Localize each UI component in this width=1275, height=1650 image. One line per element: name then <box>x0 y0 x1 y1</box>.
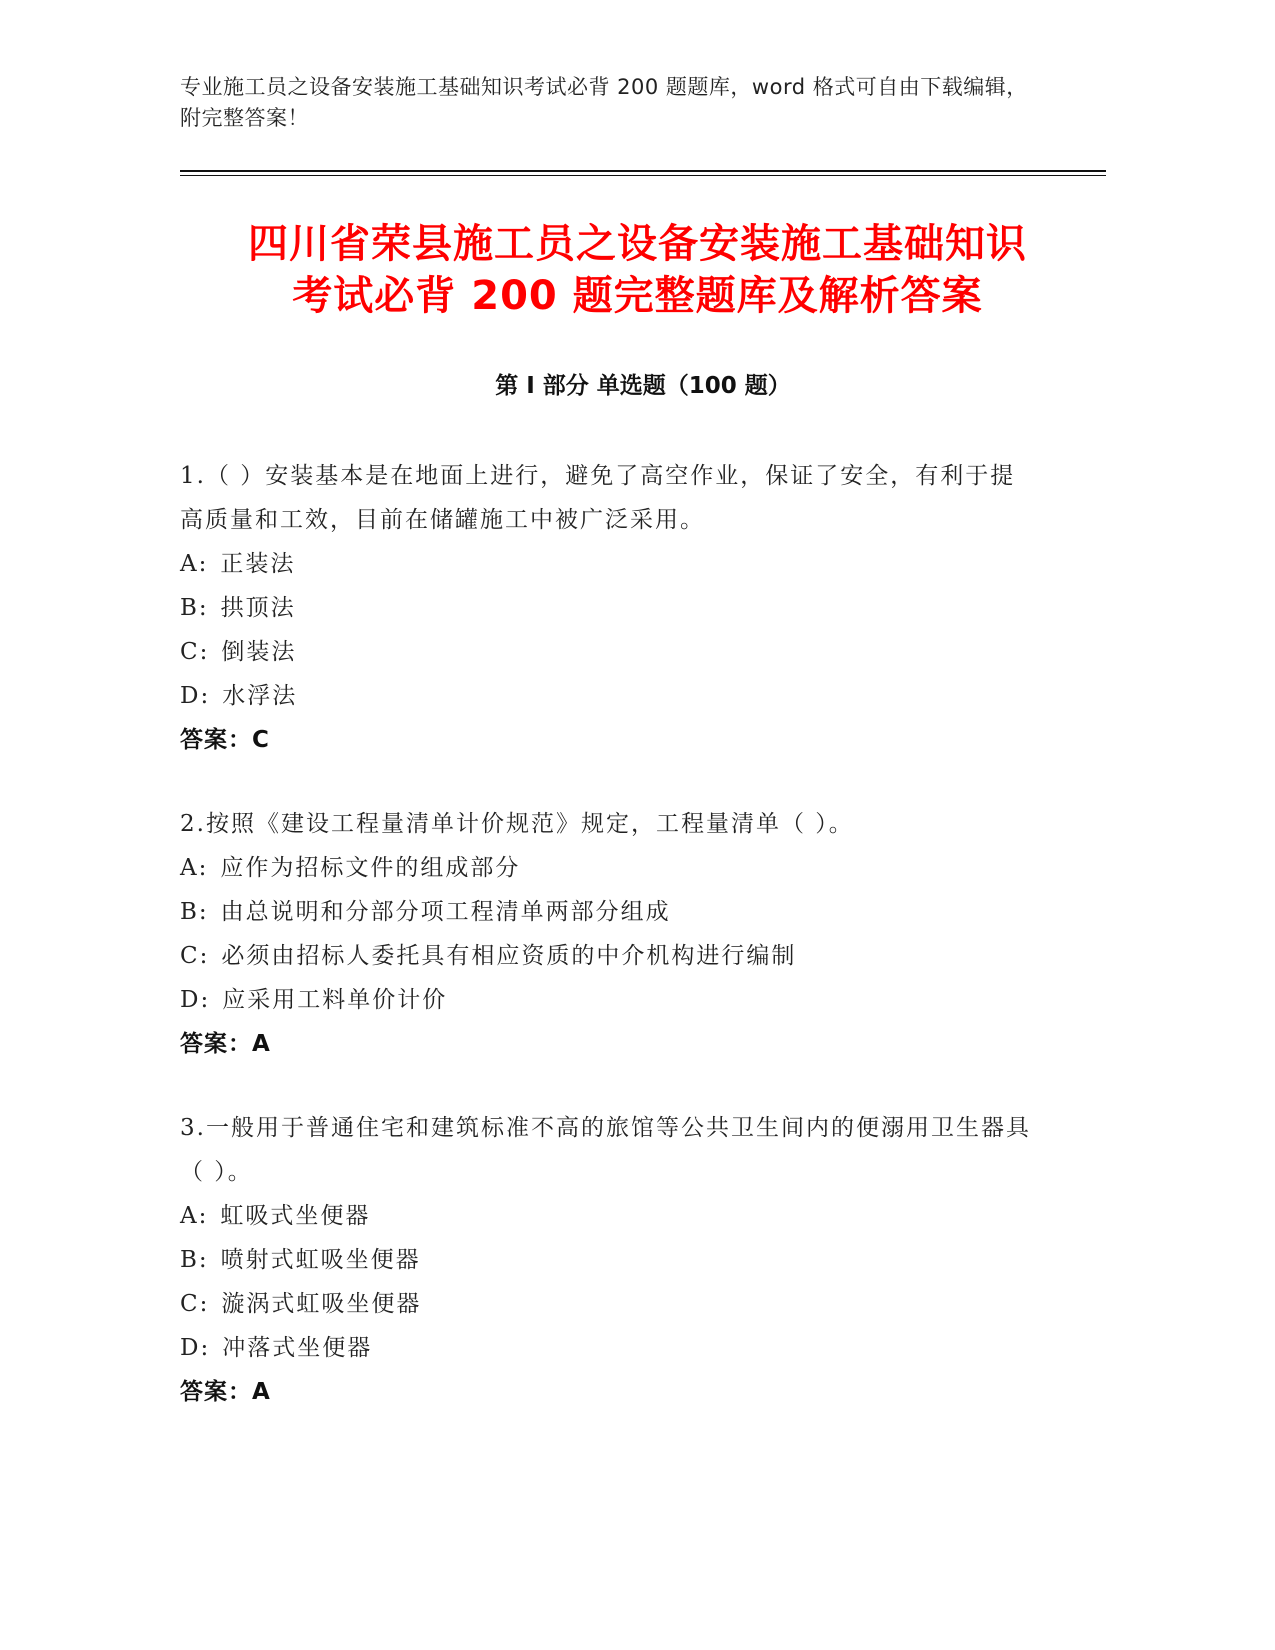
question-stem: 3.一般用于普通住宅和建筑标准不高的旅馆等公共卫生间内的便溺用卫生器具（ ）。 <box>180 1115 1031 1185</box>
document-title <box>140 218 1135 322</box>
question-stem: 1.（ ）安装基本是在地面上进行，避免了高空作业，保证了安全，有利于提高质量和工效，目前在储罐施工中被广泛采用。 <box>180 463 1016 533</box>
answer-label: 答案：C <box>180 727 270 753</box>
question-stem: 2.按照《建设工程量清单计价规范》规定，工程量清单（ ）。 <box>180 811 854 837</box>
answer-label: 答案：A <box>180 1379 271 1405</box>
option-c <box>180 934 1040 978</box>
option-letter: B: <box>180 899 209 925</box>
option-letter: B: <box>180 595 209 621</box>
option-text: 拱顶法 <box>220 595 296 621</box>
question-1 <box>180 454 1040 762</box>
option-letter: A: <box>180 855 209 881</box>
option-a <box>180 846 1040 890</box>
option-letter: C: <box>180 1291 210 1317</box>
option-letter: B: <box>180 1247 209 1273</box>
option-d <box>180 674 1040 718</box>
option-a <box>180 542 1040 586</box>
option-b <box>180 890 1040 934</box>
option-d <box>180 978 1040 1022</box>
option-text: 必须由招标人委托具有相应资质的中介机构进行编制 <box>221 943 797 969</box>
option-letter: A: <box>180 1203 209 1229</box>
option-text: 喷射式虹吸坐便器 <box>220 1247 421 1273</box>
option-letter: D: <box>180 1335 211 1361</box>
option-text: 正装法 <box>220 551 296 577</box>
option-letter: C: <box>180 943 210 969</box>
document-title-line-1: 四川省荣县施工员之设备安装施工基础知识 <box>248 221 1027 267</box>
section-heading: 第 I 部分 单选题（100 题） <box>495 373 791 399</box>
question-3 <box>180 1106 1040 1414</box>
option-letter: C: <box>180 639 210 665</box>
option-text: 冲落式坐便器 <box>222 1335 373 1361</box>
header-rule-thick <box>180 170 1106 172</box>
option-text: 由总说明和分部分项工程清单两部分组成 <box>220 899 671 925</box>
option-text: 虹吸式坐便器 <box>220 1203 371 1229</box>
option-letter: D: <box>180 683 211 709</box>
option-c <box>180 1282 1040 1326</box>
option-letter: A: <box>180 551 209 577</box>
header-note: 专业施工员之设备安装施工基础知识考试必背 200 题题库，word 格式可自由下载编辑，附完整答案！ <box>180 75 1028 130</box>
option-b <box>180 586 1040 630</box>
option-text: 应采用工料单价计价 <box>222 987 448 1013</box>
document-title-line-2: 考试必背 200 题完整题库及解析答案 <box>292 273 983 319</box>
header-rule-thin <box>180 175 1106 176</box>
option-text: 应作为招标文件的组成部分 <box>220 855 521 881</box>
option-letter: D: <box>180 987 211 1013</box>
question-2 <box>180 802 1040 1066</box>
option-c <box>180 630 1040 674</box>
option-text: 漩涡式虹吸坐便器 <box>221 1291 422 1317</box>
option-text: 水浮法 <box>222 683 298 709</box>
answer-label: 答案：A <box>180 1031 271 1057</box>
option-text: 倒装法 <box>221 639 297 665</box>
option-b <box>180 1238 1040 1282</box>
option-a <box>180 1194 1040 1238</box>
option-d <box>180 1326 1040 1370</box>
